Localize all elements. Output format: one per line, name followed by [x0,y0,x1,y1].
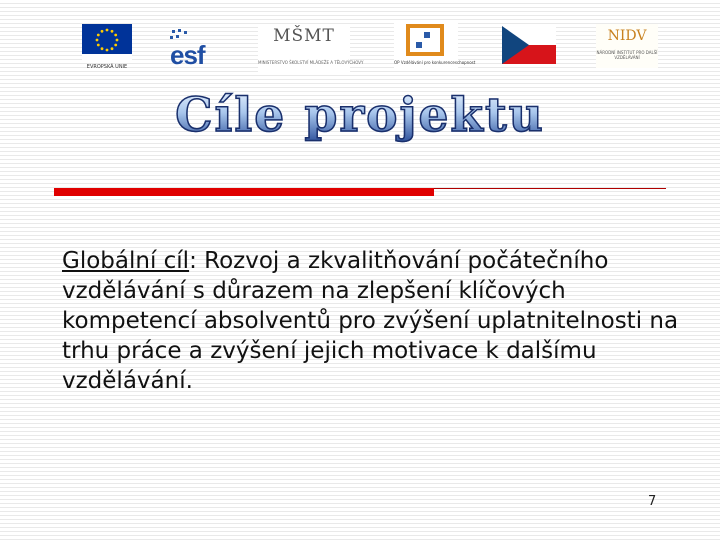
czech-flag-icon [502,26,556,64]
nidv-logo [596,24,658,68]
nidv-text: NIDV [607,28,647,44]
page-title: Cíle projektu [0,88,720,143]
page-number: 7 [648,494,657,509]
eu-stars-icon [82,24,132,62]
thin-divider-line [434,188,666,189]
nidv-caption: NÁRODNÍ INSTITUT PRO DALŠÍ VZDĚLÁVÁNÍ [596,50,658,60]
goal-text: : Rozvoj a zkvalitňování počátečního vzdělávání s důrazem na zlepšení klíčových kompetencí absolventů pro zvýšení uplatnitelnosti na trhu práce a zvýšení jejich motivace k dalšímu vzdělávání. [62,248,679,394]
goal-label: Globální cíl [62,248,190,274]
red-divider-bar [54,188,434,196]
esf-text: esf [170,40,205,70]
msmt-caption: MINISTERSTVO ŠKOLSTVÍ MLÁDEŽE A TĚLOVÝCHOVY [258,60,364,65]
opvk-caption: OP Vzdělávání pro konkurenceschopnost [394,60,476,65]
msmt-logo [258,24,364,72]
esf-logo [168,28,214,68]
opvk-mark-icon [394,22,458,60]
eu-caption: EVROPSKÁ UNIE [86,64,128,70]
body-paragraph [62,246,702,396]
msmt-text: MŠMT [273,26,335,46]
eu-logo [82,24,132,70]
opvk-logo [394,22,476,70]
